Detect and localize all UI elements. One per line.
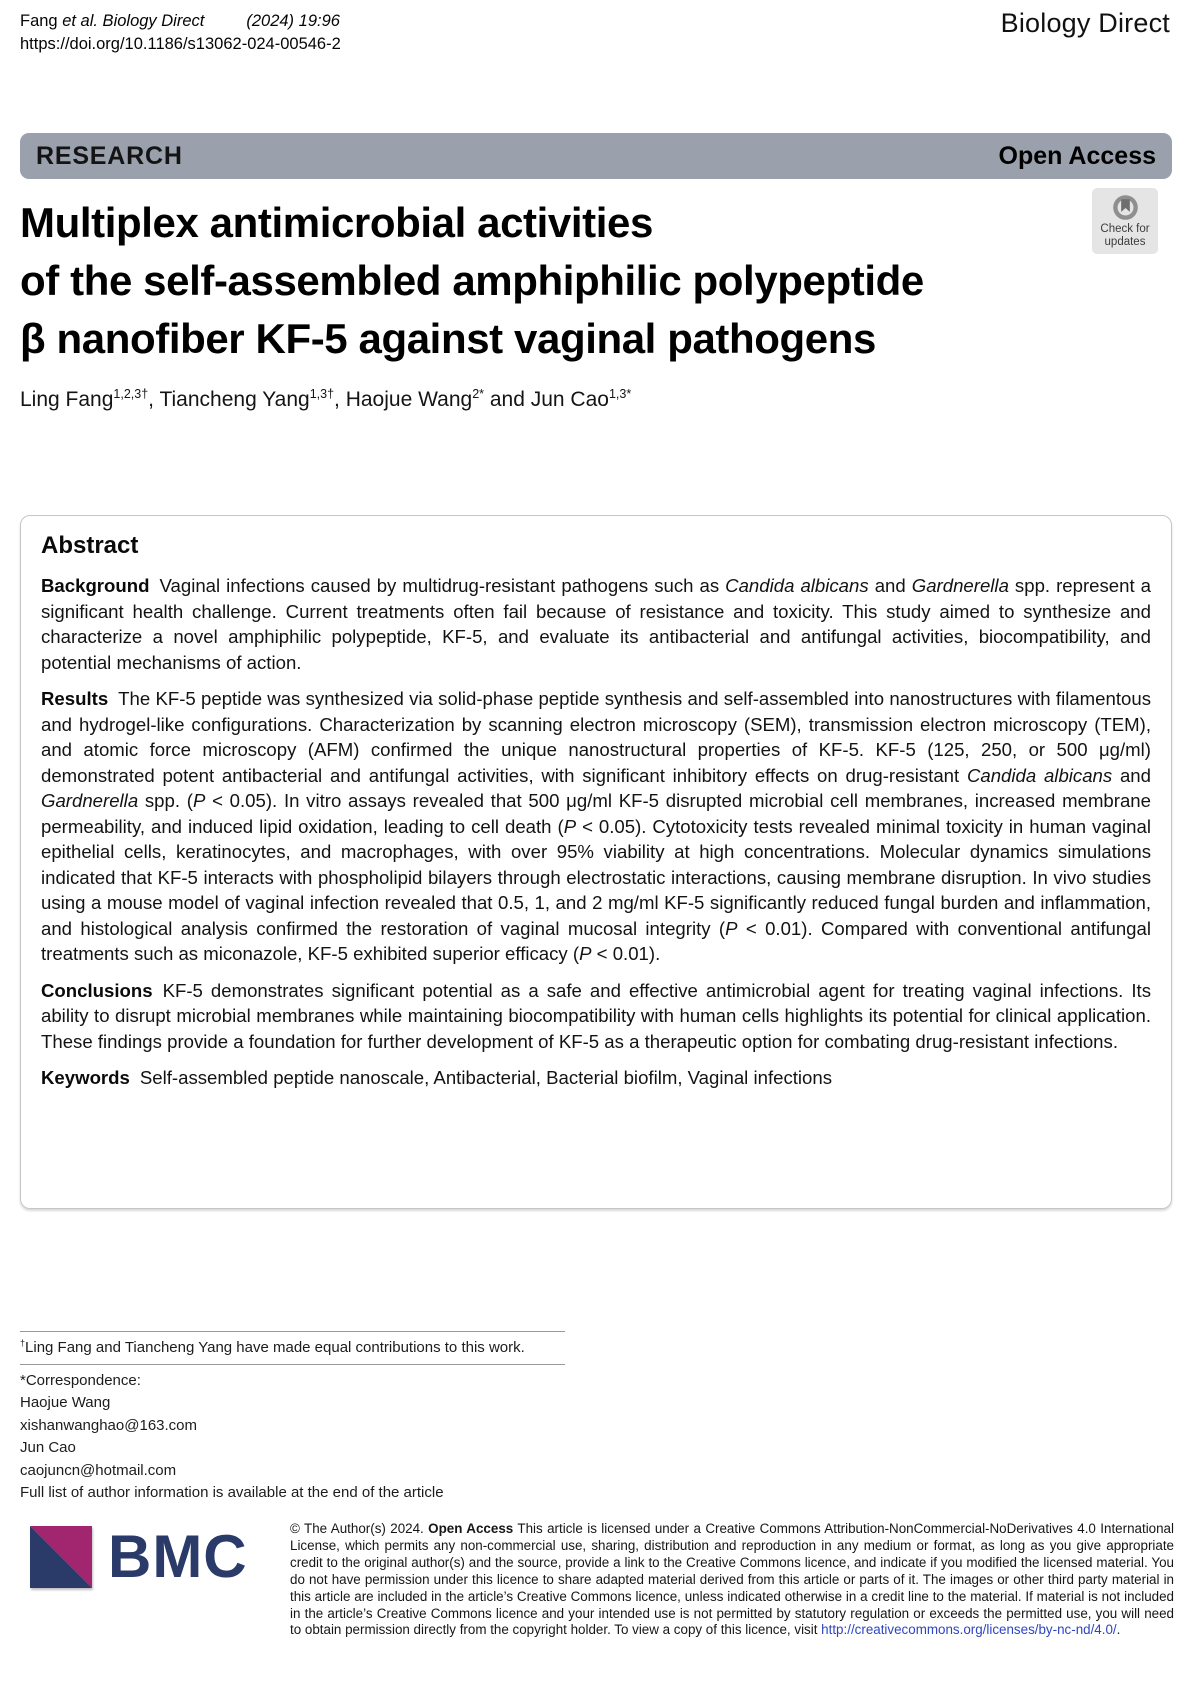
abstract-keywords xyxy=(41,1065,1151,1091)
keywords-label: Keywords xyxy=(41,1067,130,1088)
check-updates-label: Check for updates xyxy=(1100,223,1150,248)
correspondent-email: caojuncn@hotmail.com xyxy=(20,1461,177,1479)
article-type-label: RESEARCH xyxy=(36,141,183,170)
check-updates-icon xyxy=(1112,194,1139,221)
abstract-heading: Abstract xyxy=(41,532,139,559)
open-access-label: Open Access xyxy=(998,141,1156,170)
abstract-conclusions xyxy=(41,978,1151,1055)
title-line-2: of the self-assembled amphiphilic polypeptide xyxy=(20,257,924,304)
background-label: Background xyxy=(41,575,150,596)
keywords-text: Self-assembled peptide nanoscale, Antibacterial, Bacterial biofilm, Vaginal infections xyxy=(139,1067,833,1088)
license-text: © The Author(s) 2024. Open Access This article is licensed under a Creative Commons Attribution-NonCommercial-NoDerivatives 4.0 International License, which permits any non-commercial use, sharing, distribution and reproduction in any medium or format, as long as you give appropriate credit to the original author(s) and the source, provide a link to the Creative Commons licence, and indicate if you modified the licensed material. You do not have permission under this licence to share adapted material derived from this article or parts of it. The images or other third party material in this article are included in the article’s Creative Commons licence, unless indicated otherwise in a credit line to the material. If material is not included in the article’s Creative Commons licence and your intended use is not permitted by statutory regulation or exceeds the permitted use, you will need to obtain permission directly from the copyright holder. To view a copy of this licence, visit http://creativecommons.org/licenses/by-nc-nd/4.0/. xyxy=(290,1521,1174,1638)
title-line-1: Multiplex antimicrobial activities xyxy=(20,199,653,246)
results-text: The KF-5 peptide was synthesized via solid-phase peptide synthesis and self-assembled into nanostructures with filamentous and hydrogel-like configurations. Characterization by scanning electron microscopy (SEM), transmission electron microscopy (TEM), and atomic force microscopy (AFM) confirmed the unique nanostructural properties of KF-5. KF-5 (125, 250, or 500 μg/ml) demonstrated potent antibacterial and antifungal activities, with significant inhibitory effects on drug-resistant Candida albicans and Gardnerella spp. (P < 0.05). In vitro assays revealed that 500 μg/ml KF-5 disrupted microbial cell membranes, increased membrane permeability, and induced lipid oxidation, leading to cell death (P < 0.05). Cytotoxicity tests revealed minimal toxicity in human vaginal epithelial cells, keratinocytes, and macrophages, with over 95% viability at high concentrations. Molecular dynamics simulations indicated that KF-5 interacts with phospholipid bilayers through electrostatic interactions, causing membrane disruption. In vivo studies using a mouse model of vaginal infection revealed that 0.5, 1, and 2 mg/ml KF-5 significantly reduced fungal burden and inflammation, and histological analysis confirmed the restoration of vaginal mucosal integrity (P < 0.01). Compared with conventional antifungal treatments such as miconazole, KF-5 exhibited superior efficacy (P < 0.01). xyxy=(41,688,1151,964)
conclusions-text: KF-5 demonstrates significant potential as a safe and effective antimicrobial agent for treating vaginal infections. Its ability to disrupt microbial membranes while maintaining biocompatibility with human cells highlights its potential for clinical application. These findings provide a foundation for further development of KF-5 as a therapeutic option for combating drug-resistant infections. xyxy=(41,979,1151,1052)
author-info-note: Full list of author information is available at the end of the article xyxy=(20,1484,444,1501)
equal-contribution-note: †Ling Fang and Tiancheng Yang have made equal contributions to this work. xyxy=(20,1338,525,1356)
citation-issue: (2024) 19:96 xyxy=(246,12,340,30)
footnote-divider xyxy=(20,1331,565,1332)
doi-text: https://doi.org/10.1186/s13062-024-00546-2 xyxy=(20,35,341,53)
abstract-results xyxy=(41,686,1151,967)
correspondent-name: Haojue Wang xyxy=(20,1394,111,1411)
footnotes xyxy=(20,1326,580,1505)
citation-block xyxy=(20,10,341,56)
title-line-3: β nanofiber KF-5 against vaginal pathogens xyxy=(20,315,876,362)
abstract-background xyxy=(41,573,1151,675)
license-link[interactable]: http://creativecommons.org/licenses/by-nc-nd/4.0/ xyxy=(821,1622,1117,1638)
citation-author: Fang xyxy=(20,12,63,30)
results-label: Results xyxy=(41,688,109,709)
bmc-logo-mark xyxy=(30,1526,92,1588)
author-line: Ling Fang$^{1,2,3\dagger}$, Tiancheng Yang$^{1,3\dagger}$, Haojue Wang$^{2*}$ and Jun Cao$^{1,3*}$ xyxy=(20,387,632,411)
correspondent-name: Jun Cao xyxy=(20,1439,76,1456)
correspondent-email: xishanwanghao@163.com xyxy=(20,1416,198,1434)
check-for-updates-badge[interactable] xyxy=(1092,188,1158,254)
bmc-logo-text: BMC xyxy=(108,1523,248,1590)
research-banner xyxy=(20,133,1172,179)
article-title xyxy=(20,194,1080,368)
footnote-divider xyxy=(20,1364,565,1365)
background-text: Vaginal infections caused by multidrug-resistant pathogens such as Candida albicans and Gardnerella spp. represent a significant health challenge. Current treatments often fail because of resistance and toxicity. This study aimed to synthesize and characterize a novel amphiphilic polypeptide, KF-5, and evaluate its antibacterial and antifungal activities, biocompatibility, and potential mechanisms of action. xyxy=(41,575,1152,673)
conclusions-label: Conclusions xyxy=(41,979,153,1001)
correspondence-label: *Correspondence: xyxy=(20,1371,141,1389)
citation-journal: et al. Biology Direct xyxy=(62,12,205,30)
abstract-box xyxy=(20,515,1172,1209)
citation-line xyxy=(20,10,341,33)
publisher-logo xyxy=(30,1523,248,1590)
journal-name: Biology Direct xyxy=(1000,8,1170,38)
